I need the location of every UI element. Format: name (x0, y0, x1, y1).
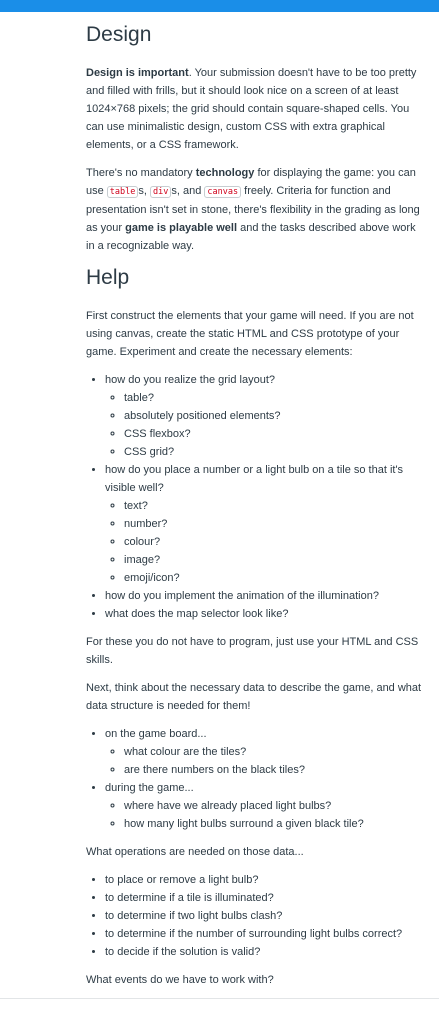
list-item: • on the game board... ◦ what colour are the tiles? ◦ are there numbers on the black tiles? (105, 725, 422, 779)
sub-list (105, 389, 422, 461)
list-item: ◦ CSS grid? (124, 443, 422, 461)
top-accent-bar (0, 0, 439, 12)
design-heading: Design (86, 23, 152, 46)
article-content (86, 12, 422, 999)
design-paragraph-1: Design is important. Your submission doesn't have to be too pretty and filled with frills, but it should look nice on a screen of at least 1024×768 pixels; the grid should contain square-shaped cells. You can use minimalistic design, custom CSS with extra graphical elements, or a CSS framework. (86, 67, 417, 151)
help-paragraph-2: For these you do not have to program, just use your HTML and CSS skills. (86, 636, 419, 666)
list-item: • how do you place a number or a light bulb on a tile so that it's visible well? ◦ text? ◦ number? ◦ colour? ◦ image? ◦ emoji/icon? (105, 461, 422, 587)
list-item: • what does the map selector look like? (105, 605, 422, 623)
list-item: ◦ CSS flexbox? (124, 425, 422, 443)
list-item: ◦ number? (124, 515, 422, 533)
list-item: • to determine if the number of surrounding light bulbs correct? (105, 925, 422, 943)
list-item: • how do you realize the grid layout? ◦ table? ◦ absolutely positioned elements? ◦ CSS flexbox? ◦ CSS grid? (105, 371, 422, 461)
design-paragraph-2: There's no mandatory technology for displaying the game: you can use table s, div s, and canvas freely. Criteria for function and presentation isn't set in stone, there's flexibility in the grading as long as your game is playable well and the tasks described above work in a recognizable way. (86, 167, 420, 252)
list-item: ◦ what colour are the tiles? (124, 743, 422, 761)
code-canvas: canvas (204, 186, 241, 198)
operations-list (86, 871, 422, 961)
list-item: • to determine if a tile is illuminated? (105, 889, 422, 907)
list-item: ◦ are there numbers on the black tiles? (124, 761, 422, 779)
list-item: • to decide if the solution is valid? (105, 943, 422, 961)
sub-list (105, 743, 422, 779)
code-div: div (150, 186, 171, 198)
list-item: ◦ colour? (124, 533, 422, 551)
list-item: • to place or remove a light bulb? (105, 871, 422, 889)
list-item: ◦ text? (124, 497, 422, 515)
list-item: ◦ where have we already placed light bulbs? (124, 797, 422, 815)
list-item: ◦ how many light bulbs surround a given black tile? (124, 815, 422, 833)
list-item: • during the game... ◦ where have we already placed light bulbs? ◦ how many light bulbs surround a given black tile? (105, 779, 422, 833)
help-paragraph-1: First construct the elements that your game will need. If you are not using canvas, create the static HTML and CSS prototype of your game. Experiment and create the necessary elements: (86, 310, 414, 358)
list-item: ◦ image? (124, 551, 422, 569)
sub-list (105, 497, 422, 587)
design-important-bold: Design is important (86, 67, 189, 79)
technology-bold: technology (195, 167, 255, 179)
help-paragraph-3: Next, think about the necessary data to describe the game, and what data structure is needed for them! (86, 682, 422, 712)
code-table: table (107, 186, 139, 198)
list-item: • to determine if two light bulbs clash? (105, 907, 422, 925)
help-paragraph-5: What events do we have to work with? (86, 974, 274, 986)
playable-bold: game is playable well (125, 222, 238, 234)
help-heading: Help (86, 266, 130, 289)
data-question-list (86, 725, 422, 833)
list-item: ◦ absolutely positioned elements? (124, 407, 422, 425)
elements-question-list (86, 371, 422, 623)
help-paragraph-4: What operations are needed on those data... (86, 846, 304, 858)
list-item: ◦ table? (124, 389, 422, 407)
bottom-fade-overlay (0, 998, 439, 1025)
list-item: • how do you implement the animation of the illumination? (105, 587, 422, 605)
list-item: ◦ emoji/icon? (124, 569, 422, 587)
sub-list (105, 797, 422, 833)
